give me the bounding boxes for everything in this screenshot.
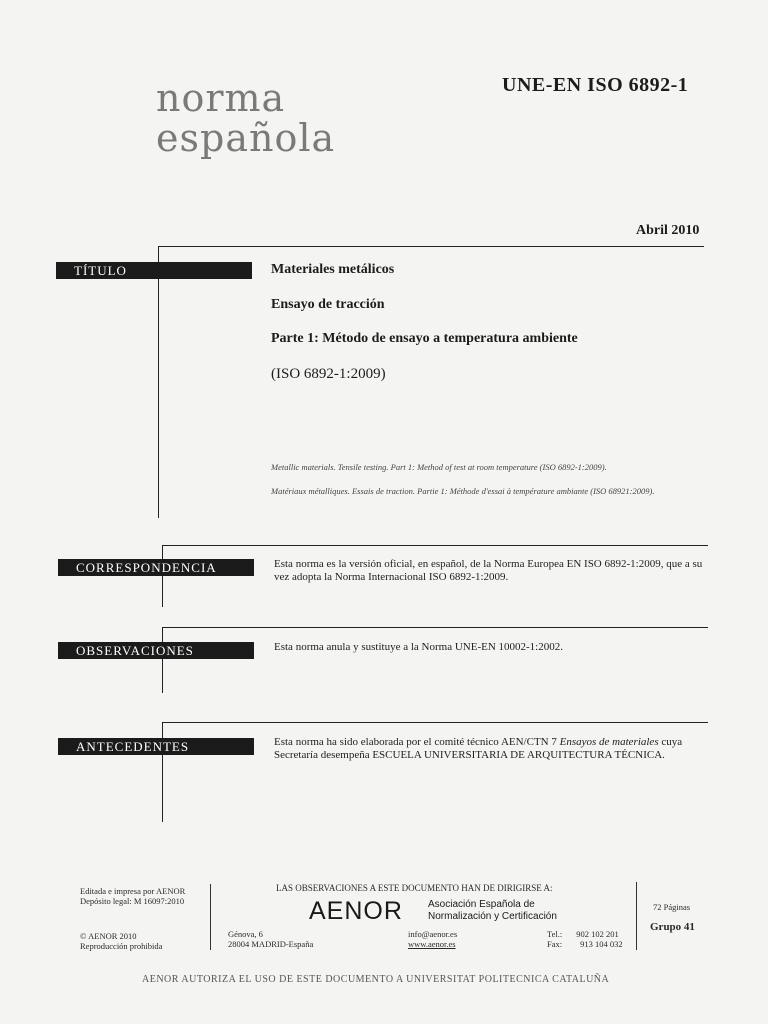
footer-divider-right: [636, 882, 637, 950]
antecedentes-text: [274, 736, 714, 762]
antecedentes-text-end: cuya Secretaría desempeña ESCUELA UNIVERSITARIA DE ARQUITECTURA TÉCNICA.: [274, 736, 683, 761]
tel-label: Tel.:: [547, 929, 563, 939]
publication-date: Abril 2010: [636, 223, 700, 238]
organization-line-2: Normalización y Certificación: [428, 911, 557, 922]
copyright: © AENOR 2010: [80, 931, 137, 941]
english-title: Metallic materials. Tensile testing. Part 1: Method of test at room temperature (ISO 6892-1:2009).: [271, 462, 607, 472]
observations-notice: LAS OBSERVACIONES A ESTE DOCUMENTO HAN DE DIRIGIRSE A:: [276, 883, 553, 893]
observaciones-side-rule: [162, 627, 163, 693]
titulo-top-rule: [158, 246, 704, 247]
committee-name: Ensayos de materiales: [559, 736, 659, 748]
observaciones-top-rule: [162, 627, 708, 628]
brand-wordmark: [156, 78, 335, 158]
website-link[interactable]: www.aenor.es: [408, 939, 456, 949]
fax-label: Fax:: [547, 939, 563, 949]
correspondencia-side-rule: [162, 545, 163, 607]
aenor-logo: AENOR: [309, 897, 403, 925]
address-line-1: Génova, 6: [228, 929, 263, 939]
titulo-label: TÍTULO: [56, 262, 252, 279]
copyright-info: [80, 931, 162, 951]
page-count: 72 Páginas: [653, 902, 691, 912]
correspondencia-text: Esta norma es la versión oficial, en español, de la Norma Europea EN ISO 6892-1:2009, que a su vez adopta la Norma Internacional ISO 6892-1:2009.: [274, 558, 703, 583]
antecedentes-side-rule: [162, 722, 163, 822]
publisher-info: [80, 886, 185, 906]
title-line-2: Ensayo de tracción: [271, 297, 385, 312]
antecedentes-text-start: Esta norma ha sido elaborada por el comité técnico AEN/CTN 7: [274, 736, 560, 748]
reproduction-notice: Reproducción prohibida: [80, 941, 163, 951]
legal-deposit: Depósito legal: M 16097:2010: [80, 896, 185, 906]
french-title: Matériaux métalliques. Essais de traction. Partie 1: Méthode d'essai à température ambiante (ISO 68921:2009).: [271, 486, 655, 496]
contact-online: [408, 929, 457, 949]
tel-number: 902 102 201: [576, 929, 619, 939]
email-link[interactable]: info@aenor.es: [408, 929, 458, 939]
observaciones-text: Esta norma anula y sustituye a la Norma UNE-EN 10002-1:2002.: [274, 641, 563, 653]
contact-phone: [547, 929, 623, 949]
address: [228, 929, 313, 949]
price-group: Grupo 41: [650, 921, 695, 933]
footer-divider-left: [210, 884, 211, 950]
authorization-notice: AENOR AUTORIZA EL USO DE ESTE DOCUMENTO A UNIVERSITAT POLITECNICA CATALUÑA: [142, 974, 610, 985]
edited-by: Editada e impresa por AENOR: [80, 886, 186, 896]
title-line-1: Materiales metálicos: [271, 262, 395, 277]
brand-line-2: española: [156, 116, 336, 160]
fax-number: 913 104 032: [580, 939, 623, 949]
correspondencia-label: CORRESPONDENCIA: [58, 559, 254, 576]
titulo-side-rule: [158, 246, 159, 518]
organization-line-1: Asociación Española de: [428, 899, 535, 910]
correspondencia-top-rule: [162, 545, 708, 546]
brand-line-1: norma: [156, 76, 286, 120]
standard-code: UNE-EN ISO 6892-1: [502, 74, 689, 96]
address-line-2: 28004 MADRID-España: [228, 939, 314, 949]
antecedentes-top-rule: [162, 722, 708, 723]
organization-name: [428, 899, 557, 923]
title-line-3: Parte 1: Método de ensayo a temperatura ambiente: [271, 331, 578, 346]
observaciones-label: OBSERVACIONES: [58, 642, 254, 659]
antecedentes-label: ANTECEDENTES: [58, 738, 254, 755]
iso-reference: (ISO 6892-1:2009): [271, 366, 386, 382]
